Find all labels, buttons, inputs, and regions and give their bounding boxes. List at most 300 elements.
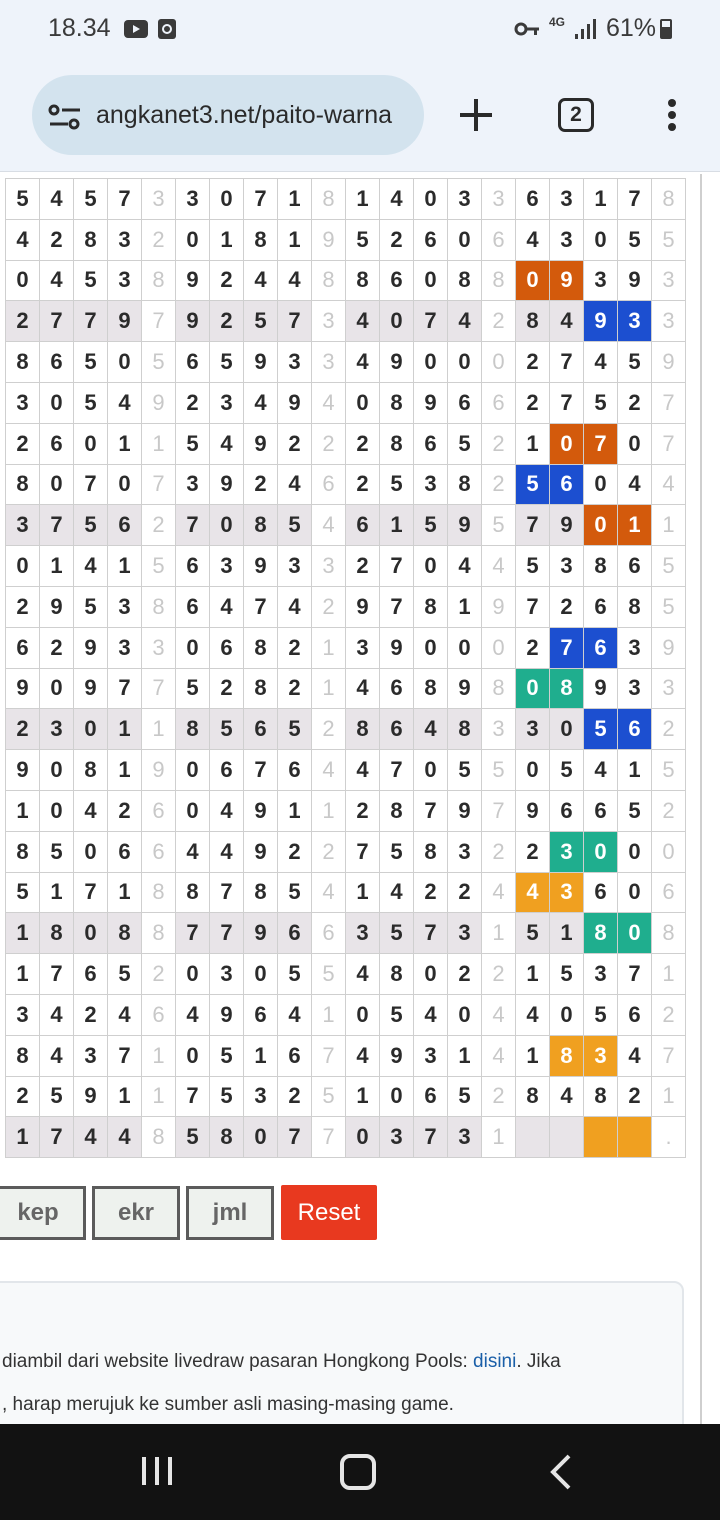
paito-row	[6, 505, 686, 546]
paito-cell: 2	[74, 994, 108, 1035]
paito-cell: 3	[210, 954, 244, 995]
paito-cell: 8	[244, 872, 278, 913]
paito-cell: 6	[176, 342, 210, 383]
paito-cell: 7	[380, 546, 414, 587]
paito-sum-cell: 8	[652, 913, 686, 954]
paito-cell: 6	[618, 709, 652, 750]
paito-sum-cell: 2	[312, 709, 346, 750]
paito-cell: 3	[584, 954, 618, 995]
paito-cell: 2	[6, 423, 40, 464]
paito-cell: 2	[618, 1076, 652, 1117]
paito-cell: 5	[176, 668, 210, 709]
paito-sum-cell: 1	[142, 423, 176, 464]
paito-cell: 6	[448, 382, 482, 423]
paito-sum-cell: 7	[482, 790, 516, 831]
paito-sum-cell: 3	[142, 179, 176, 220]
paito-cell: 4	[40, 1035, 74, 1076]
paito-cell: 8	[6, 831, 40, 872]
paito-sum-cell: 5	[142, 546, 176, 587]
overflow-menu-icon[interactable]	[666, 98, 678, 137]
paito-cell: 3	[584, 1035, 618, 1076]
paito-cell: 9	[244, 546, 278, 587]
paito-sum-cell: 8	[142, 1117, 176, 1158]
paito-sum-cell: 8	[142, 913, 176, 954]
paito-cell: 3	[448, 913, 482, 954]
paito-cell: 6	[210, 627, 244, 668]
browser-toolbar	[0, 58, 720, 172]
paito-sum-cell: 5	[142, 342, 176, 383]
paito-cell: 0	[414, 954, 448, 995]
paito-cell: 1	[618, 505, 652, 546]
url-text[interactable]: angkanet3.net/paito-warna	[96, 101, 393, 129]
paito-cell: 6	[414, 1076, 448, 1117]
paito-cell: 3	[108, 627, 142, 668]
paito-cell: 8	[108, 913, 142, 954]
paito-cell: 9	[618, 260, 652, 301]
paito-cell: 5	[380, 994, 414, 1035]
paito-cell: 1	[618, 750, 652, 791]
paito-cell: 2	[108, 790, 142, 831]
kep-button[interactable]: kep	[0, 1186, 86, 1240]
paito-cell: 0	[448, 627, 482, 668]
paito-cell: 7	[550, 382, 584, 423]
paito-cell: 6	[346, 505, 380, 546]
recents-icon[interactable]	[140, 1454, 174, 1488]
paito-cell: 3	[550, 831, 584, 872]
paito-cell: 8	[516, 301, 550, 342]
paito-cell: 2	[6, 1076, 40, 1117]
paito-cell: 4	[244, 382, 278, 423]
paito-cell: 7	[210, 913, 244, 954]
paito-cell	[584, 1117, 618, 1158]
paito-cell: 4	[584, 342, 618, 383]
paito-cell: 5	[584, 382, 618, 423]
paito-cell: 6	[278, 1035, 312, 1076]
paito-cell: 1	[6, 954, 40, 995]
paito-sum-cell: 6	[312, 464, 346, 505]
paito-cell: 5	[278, 505, 312, 546]
paito-cell: 5	[210, 709, 244, 750]
paito-sum-cell: 2	[482, 831, 516, 872]
paito-sum-cell: 2	[312, 423, 346, 464]
paito-sum-cell: 0	[652, 831, 686, 872]
paito-cell: 1	[380, 505, 414, 546]
paito-cell: 5	[380, 913, 414, 954]
paito-cell: 4	[380, 179, 414, 220]
paito-cell: 5	[516, 913, 550, 954]
paito-cell: 4	[108, 994, 142, 1035]
info-text-1-tail: . Jika	[516, 1351, 561, 1372]
paito-cell: 3	[584, 260, 618, 301]
paito-cell: 5	[74, 505, 108, 546]
paito-cell: 4	[516, 219, 550, 260]
paito-cell: 9	[210, 994, 244, 1035]
paito-cell: 9	[448, 505, 482, 546]
paito-cell: 9	[346, 586, 380, 627]
paito-cell: 6	[414, 219, 448, 260]
paito-sum-cell: 4	[312, 872, 346, 913]
paito-cell: 4	[346, 301, 380, 342]
paito-cell: 3	[448, 831, 482, 872]
paito-sum-cell: 5	[312, 1076, 346, 1117]
paito-sum-cell: 8	[312, 260, 346, 301]
paito-cell: 0	[74, 709, 108, 750]
paito-cell: 6	[108, 831, 142, 872]
paito-cell: 0	[448, 219, 482, 260]
paito-cell: 7	[176, 913, 210, 954]
paito-cell: 4	[210, 423, 244, 464]
paito-cell: 9	[6, 750, 40, 791]
paito-sum-cell: 5	[652, 586, 686, 627]
paito-cell: 8	[550, 668, 584, 709]
paito-cell: 3	[346, 913, 380, 954]
paito-cell: 0	[6, 260, 40, 301]
paito-cell: 3	[278, 342, 312, 383]
paito-cell: 6	[516, 179, 550, 220]
paito-cell: 8	[40, 913, 74, 954]
paito-cell: 0	[516, 750, 550, 791]
paito-sum-cell: 4	[482, 546, 516, 587]
paito-cell: 2	[516, 627, 550, 668]
jml-button[interactable]: jml	[186, 1186, 274, 1240]
paito-cell: 5	[74, 586, 108, 627]
paito-cell: 4	[210, 831, 244, 872]
paito-cell: 7	[108, 1035, 142, 1076]
paito-sum-cell: 9	[652, 342, 686, 383]
paito-cell: 8	[346, 260, 380, 301]
paito-cell: 2	[380, 219, 414, 260]
paito-sum-cell: 3	[652, 668, 686, 709]
paito-cell: 5	[278, 709, 312, 750]
paito-cell: 7	[414, 913, 448, 954]
paito-cell: 0	[40, 750, 74, 791]
paito-sum-cell: 5	[482, 750, 516, 791]
battery-icon	[660, 19, 672, 39]
paito-cell: 0	[516, 260, 550, 301]
paito-cell: 8	[176, 872, 210, 913]
paito-sum-cell: 5	[652, 750, 686, 791]
paito-sum-cell: 7	[652, 423, 686, 464]
paito-cell: 0	[346, 1117, 380, 1158]
paito-cell: 0	[584, 464, 618, 505]
paito-cell: 3	[244, 1076, 278, 1117]
paito-sum-cell: 2	[142, 954, 176, 995]
back-icon[interactable]	[545, 1454, 579, 1490]
paito-sum-cell: 4	[482, 994, 516, 1035]
paito-cell: 5	[516, 546, 550, 587]
paito-cell: 0	[244, 954, 278, 995]
paito-cell: 0	[210, 505, 244, 546]
paito-cell: 4	[40, 260, 74, 301]
paito-cell: 0	[210, 179, 244, 220]
info-line-2: , harap merujuk ke sumber asli masing-masing game.	[2, 1394, 454, 1415]
paito-cell: 7	[278, 1117, 312, 1158]
paito-cell: 3	[6, 382, 40, 423]
paito-cell: 0	[346, 382, 380, 423]
paito-cell: 6	[618, 994, 652, 1035]
paito-cell: 9	[40, 586, 74, 627]
paito-cell: 3	[550, 179, 584, 220]
paito-cell: 5	[74, 179, 108, 220]
paito-sum-cell: 3	[142, 627, 176, 668]
paito-cell: 5	[448, 1076, 482, 1117]
info-card	[0, 1281, 684, 1441]
vpn-key-icon	[514, 20, 540, 43]
paito-cell: 2	[6, 709, 40, 750]
system-nav-bar	[0, 1424, 720, 1520]
paito-cell: 5	[74, 342, 108, 383]
paito-cell: 4	[108, 382, 142, 423]
paito-sum-cell: 2	[482, 954, 516, 995]
paito-cell: 3	[618, 301, 652, 342]
paito-cell: 6	[380, 668, 414, 709]
paito-cell: 5	[414, 505, 448, 546]
paito-sum-cell: 9	[652, 627, 686, 668]
paito-cell: 5	[6, 179, 40, 220]
paito-cell: 7	[414, 790, 448, 831]
status-bar	[0, 0, 720, 58]
paito-row	[6, 872, 686, 913]
paito-cell: 0	[176, 790, 210, 831]
new-tab-icon[interactable]	[459, 98, 493, 137]
paito-cell: 2	[414, 872, 448, 913]
paito-cell: 5	[448, 750, 482, 791]
paito-row	[6, 382, 686, 423]
paito-cell: 8	[346, 709, 380, 750]
paito-row	[6, 913, 686, 954]
page-scrollbar[interactable]	[700, 174, 720, 1424]
paito-sum-cell: 1	[142, 709, 176, 750]
paito-cell: 5	[74, 382, 108, 423]
paito-cell: 4	[414, 994, 448, 1035]
paito-cell: 8	[210, 1117, 244, 1158]
paito-sum-cell: 5	[652, 219, 686, 260]
paito-cell: 5	[210, 342, 244, 383]
paito-row	[6, 1076, 686, 1117]
paito-sum-cell: 2	[482, 464, 516, 505]
paito-cell: 0	[176, 219, 210, 260]
paito-cell: 9	[176, 260, 210, 301]
paito-cell: 5	[618, 219, 652, 260]
paito-cell: 7	[40, 1117, 74, 1158]
paito-sum-cell: 8	[142, 586, 176, 627]
paito-sum-cell: 2	[142, 505, 176, 546]
paito-cell: 1	[516, 954, 550, 995]
paito-cell: 3	[346, 627, 380, 668]
paito-cell: 9	[244, 790, 278, 831]
paito-row	[6, 301, 686, 342]
paito-cell: 7	[108, 668, 142, 709]
paito-sum-cell: 1	[652, 505, 686, 546]
paito-cell: 5	[380, 831, 414, 872]
paito-cell: 4	[74, 1117, 108, 1158]
paito-cell: 1	[6, 790, 40, 831]
paito-sum-cell: 4	[312, 750, 346, 791]
paito-cell: 1	[550, 913, 584, 954]
paito-cell: 8	[516, 1076, 550, 1117]
paito-cell: 7	[74, 301, 108, 342]
paito-sum-cell: 7	[312, 1035, 346, 1076]
paito-sum-cell: 3	[652, 301, 686, 342]
paito-cell: 7	[550, 627, 584, 668]
paito-cell: 9	[448, 668, 482, 709]
paito-cell: 4	[346, 342, 380, 383]
paito-cell: 8	[380, 382, 414, 423]
paito-cell: 7	[278, 301, 312, 342]
paito-cell: 0	[380, 1076, 414, 1117]
paito-cell: 4	[448, 546, 482, 587]
paito-cell: 0	[618, 872, 652, 913]
paito-cell: 8	[550, 1035, 584, 1076]
paito-cell: 0	[244, 1117, 278, 1158]
paito-cell: 4	[346, 1035, 380, 1076]
paito-sum-cell: 1	[142, 1076, 176, 1117]
paito-cell: 0	[176, 750, 210, 791]
paito-cell: 6	[584, 586, 618, 627]
paito-cell: 0	[414, 627, 448, 668]
paito-cell: 0	[414, 179, 448, 220]
paito-cell: 7	[40, 954, 74, 995]
paito-cell: 2	[176, 382, 210, 423]
paito-cell: 9	[278, 382, 312, 423]
paito-cell: 0	[74, 423, 108, 464]
paito-cell: 5	[176, 423, 210, 464]
source-link[interactable]: disini	[473, 1351, 517, 1372]
paito-cell: 4	[278, 464, 312, 505]
paito-cell: 0	[40, 790, 74, 831]
paito-cell: 2	[550, 586, 584, 627]
paito-cell: 3	[6, 505, 40, 546]
paito-cell: 2	[210, 668, 244, 709]
paito-sum-cell: 1	[652, 1076, 686, 1117]
paito-cell: 2	[448, 872, 482, 913]
paito-sum-cell: 9	[142, 750, 176, 791]
paito-cell: 5	[550, 954, 584, 995]
paito-cell: 6	[74, 954, 108, 995]
paito-cell: 6	[550, 464, 584, 505]
paito-cell: 5	[516, 464, 550, 505]
paito-cell: 9	[380, 627, 414, 668]
paito-sum-cell: 9	[482, 586, 516, 627]
paito-cell: 4	[244, 260, 278, 301]
paito-cell: 8	[618, 586, 652, 627]
paito-cell: 3	[414, 1035, 448, 1076]
network-4g-icon: 4G	[549, 15, 566, 29]
paito-cell: 7	[380, 586, 414, 627]
paito-sum-cell: 7	[652, 382, 686, 423]
paito-cell: 2	[618, 382, 652, 423]
paito-cell: 3	[448, 1117, 482, 1158]
paito-cell: 6	[244, 994, 278, 1035]
ekr-button[interactable]: ekr	[92, 1186, 180, 1240]
paito-cell: 9	[244, 913, 278, 954]
paito-cell: 5	[6, 872, 40, 913]
paito-cell: 2	[346, 790, 380, 831]
paito-cell: 6	[176, 546, 210, 587]
paito-sum-cell: 1	[482, 1117, 516, 1158]
site-settings-icon[interactable]	[48, 103, 82, 131]
paito-cell: 9	[584, 668, 618, 709]
paito-cell: 1	[346, 872, 380, 913]
paito-cell: 0	[414, 546, 448, 587]
paito-cell: 7	[380, 750, 414, 791]
paito-cell: 2	[278, 831, 312, 872]
paito-cell: 5	[448, 423, 482, 464]
paito-cell: 2	[346, 464, 380, 505]
paito-sum-cell: 2	[312, 831, 346, 872]
paito-cell: 5	[278, 954, 312, 995]
paito-row	[6, 627, 686, 668]
paito-sum-cell: 2	[482, 423, 516, 464]
paito-cell: 4	[278, 260, 312, 301]
paito-cell: 5	[584, 994, 618, 1035]
paito-cell: 1	[278, 179, 312, 220]
paito-cell: 2	[448, 954, 482, 995]
paito-cell: 2	[516, 831, 550, 872]
paito-sum-cell: 4	[482, 1035, 516, 1076]
paito-cell: 2	[6, 301, 40, 342]
paito-cell: 0	[516, 668, 550, 709]
paito-cell: 1	[40, 872, 74, 913]
paito-row	[6, 831, 686, 872]
paito-cell: 2	[210, 301, 244, 342]
paito-cell: 2	[516, 342, 550, 383]
paito-cell: 0	[618, 913, 652, 954]
paito-cell: 7	[516, 505, 550, 546]
paito-cell: 4	[346, 750, 380, 791]
paito-sum-cell: 2	[482, 301, 516, 342]
address-bar[interactable]	[32, 75, 424, 155]
paito-cell: 7	[40, 505, 74, 546]
paito-cell: 7	[244, 586, 278, 627]
paito-cell: 3	[550, 546, 584, 587]
paito-cell: 8	[244, 505, 278, 546]
paito-cell: 4	[550, 1076, 584, 1117]
paito-sum-cell: 6	[312, 913, 346, 954]
paito-cell: 9	[210, 464, 244, 505]
screenshot-icon	[158, 19, 176, 39]
paito-row	[6, 709, 686, 750]
home-icon[interactable]	[340, 1454, 376, 1490]
paito-sum-cell: 1	[312, 627, 346, 668]
reset-button[interactable]: Reset	[281, 1185, 377, 1240]
paito-cell: 8	[6, 342, 40, 383]
paito-sum-cell: 1	[482, 913, 516, 954]
paito-row	[6, 464, 686, 505]
paito-cell: 4	[278, 994, 312, 1035]
tab-switcher-icon[interactable]	[558, 98, 594, 132]
paito-cell: 4	[108, 1117, 142, 1158]
paito-cell: 2	[278, 1076, 312, 1117]
paito-cell: 2	[244, 464, 278, 505]
tab-count: 2	[570, 103, 582, 126]
paito-cell: 1	[346, 1076, 380, 1117]
paito-sum-cell: 3	[482, 709, 516, 750]
paito-sum-cell: 8	[652, 179, 686, 220]
paito-cell: 9	[414, 382, 448, 423]
paito-cell: 6	[176, 586, 210, 627]
paito-sum-cell: 5	[312, 954, 346, 995]
paito-cell: 4	[346, 954, 380, 995]
paito-grid-area	[0, 174, 700, 1159]
paito-cell: 7	[346, 831, 380, 872]
paito-cell: 7	[618, 954, 652, 995]
paito-cell: 5	[618, 790, 652, 831]
paito-cell: 9	[74, 668, 108, 709]
paito-cell: 4	[550, 301, 584, 342]
paito-cell: 4	[584, 750, 618, 791]
info-line-1	[2, 1351, 561, 1373]
